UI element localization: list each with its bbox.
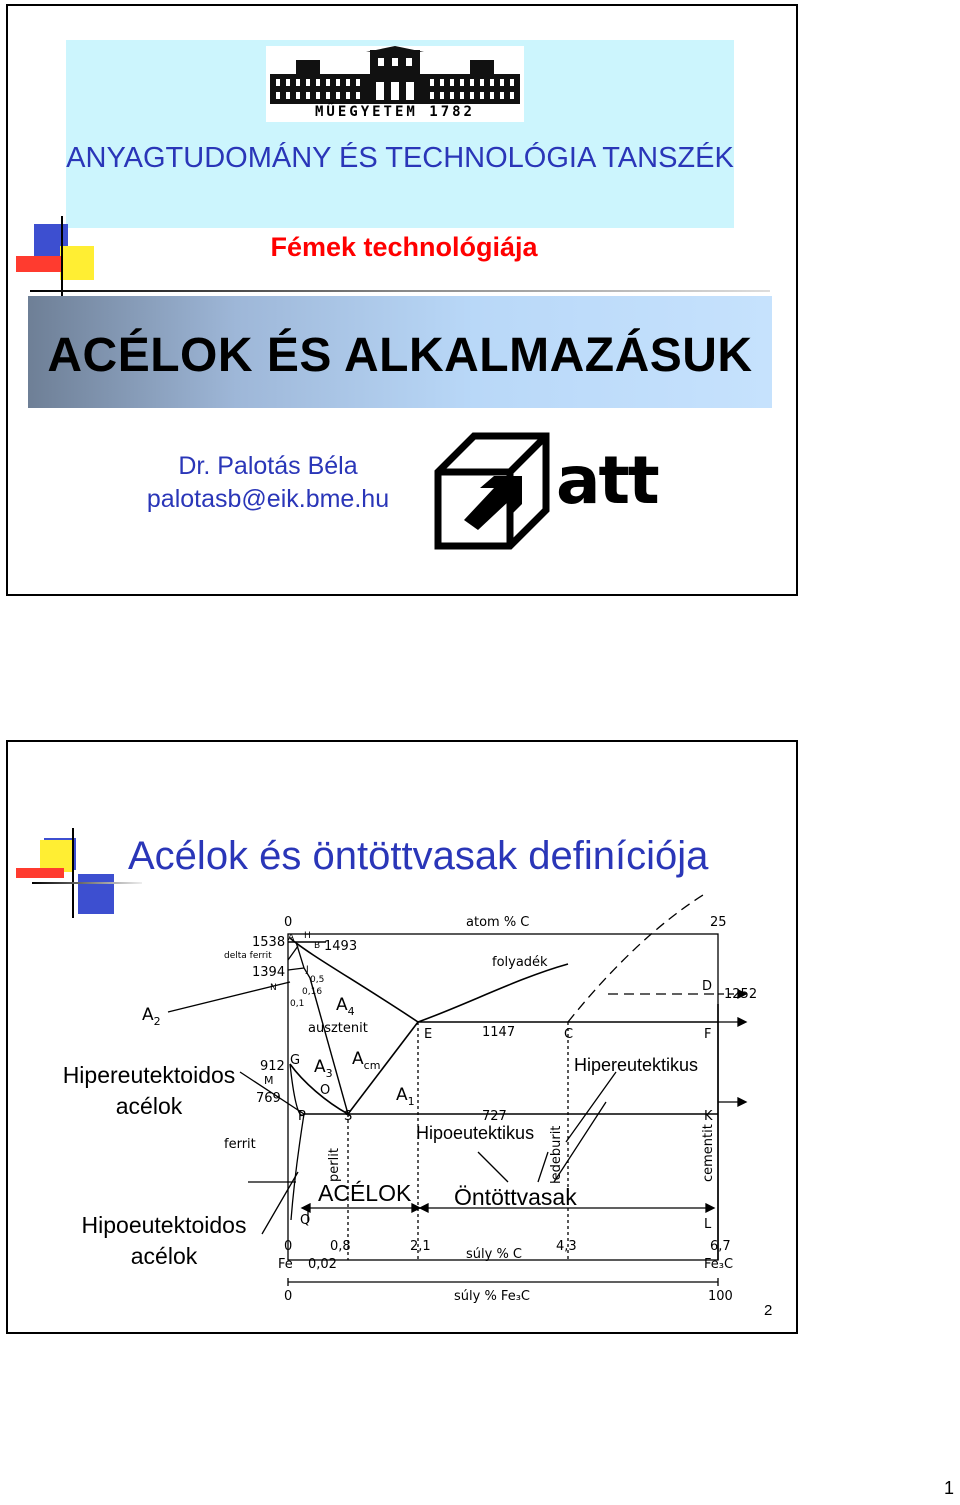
point-a: A <box>288 933 295 943</box>
point-j: J <box>306 965 309 975</box>
point-b: B <box>314 941 321 951</box>
point-q: Q <box>300 1213 311 1228</box>
point-m: M <box>264 1074 274 1087</box>
point-e: E <box>424 1027 433 1042</box>
label-acelok: ACÉLOK <box>318 1180 412 1206</box>
definition-slide <box>6 740 798 1334</box>
temp-1538: 1538 <box>252 935 286 950</box>
point-c: C <box>564 1027 574 1042</box>
author-email[interactable]: palotasb@eik.bme.hu <box>146 485 390 513</box>
label-hipereutektikus: Hipereutektikus <box>574 1055 699 1075</box>
phase-folyadek: folyadék <box>492 955 548 970</box>
temp-912: 912 <box>260 1059 285 1074</box>
bottom-tick-21: 2,1 <box>410 1239 431 1254</box>
label-ontottvasak: Öntöttvasak <box>454 1184 577 1210</box>
label-hipereutektoidos: Hipereutektoidos acélok <box>62 1062 236 1119</box>
label-a4: $A_4$ <box>336 995 355 1018</box>
label-a1: $A_1$ <box>396 1085 415 1108</box>
point-l: L <box>704 1217 712 1232</box>
value-016: 0,16 <box>302 987 323 997</box>
label-a2: $A_2$ <box>142 1005 161 1028</box>
att-logo-text: att <box>556 442 658 519</box>
second-axis-left: 0 <box>284 1289 293 1304</box>
slide-page-number: 2 <box>764 1302 773 1319</box>
value-05: 0,5 <box>310 975 325 985</box>
temp-769: 769 <box>256 1091 281 1106</box>
author-name: Dr. Palotás Béla <box>178 452 358 480</box>
bottom-tick-43: 4,3 <box>556 1239 577 1254</box>
author-block <box>128 450 408 516</box>
bottom-tick-08: 0,8 <box>330 1239 351 1254</box>
bottom-fe: Fe <box>278 1257 293 1272</box>
point-n: N <box>270 983 277 993</box>
top-axis-right: 25 <box>710 915 727 930</box>
phase-delta-ferrit: delta ferrit <box>224 951 272 961</box>
phase-ferrit: ferrit <box>224 1137 256 1152</box>
phase-cementit: cementit <box>701 1124 716 1182</box>
bottom-tick-0: 0 <box>284 1239 293 1254</box>
att-logo <box>434 432 674 550</box>
top-axis-left: 0 <box>284 915 293 930</box>
point-k: K <box>704 1109 713 1124</box>
bottom-tick-67: 6,7 <box>710 1239 731 1254</box>
temp-727: 727 <box>482 1109 507 1124</box>
title-slide <box>6 4 798 596</box>
temp-1394: 1394 <box>252 965 286 980</box>
temp-1252: 1252 <box>724 987 758 1002</box>
bottom-fe-small: 0,02 <box>308 1257 337 1272</box>
second-axis-title: súly % Fe₃C <box>454 1289 530 1304</box>
temp-1493: 1493 <box>324 939 358 954</box>
subtitle: Fémek technológiája <box>270 232 538 262</box>
value-01: 0,1 <box>290 999 305 1009</box>
slide-title: Acélok és öntöttvasak definíciója <box>128 834 709 878</box>
label-a3: $A_3$ <box>314 1057 333 1080</box>
phase-perlit: perlit <box>327 1148 342 1182</box>
point-g: G <box>290 1053 301 1068</box>
department-title: ANYAGTUDOMÁNY ÉS TECHNOLÓGIA TANSZÉK <box>66 142 734 174</box>
point-s: S <box>344 1109 353 1124</box>
bottom-fe3c: Fe₃C <box>704 1257 734 1272</box>
label-acm: $A_{cm}$ <box>352 1049 381 1072</box>
point-p: P <box>298 1109 306 1124</box>
logo-text: MŰEGYETEM 1782 <box>314 104 475 120</box>
point-f: F <box>704 1027 712 1042</box>
phase-ausztenit: ausztenit <box>308 1021 368 1036</box>
point-h: H <box>304 931 311 941</box>
horizontal-rule <box>30 290 770 292</box>
temp-1147: 1147 <box>482 1025 516 1040</box>
point-d: D <box>702 979 713 994</box>
second-axis-right: 100 <box>708 1289 733 1304</box>
bottom-axis-title: súly % C <box>466 1247 523 1262</box>
muegyetem-logo <box>266 46 524 122</box>
top-axis-title: atom % C <box>466 915 530 930</box>
point-o: O <box>320 1083 331 1098</box>
phase-ledeburit: ledeburit <box>549 1125 564 1184</box>
main-title: ACÉLOK ÉS ALKALMAZÁSUK <box>47 329 753 382</box>
label-hipoeutektoidos: Hipoeutektoidos acélok <box>81 1212 247 1269</box>
label-hipoeutektikus: Hipoeutektikus <box>416 1123 535 1143</box>
page-number: 1 <box>944 1478 955 1498</box>
